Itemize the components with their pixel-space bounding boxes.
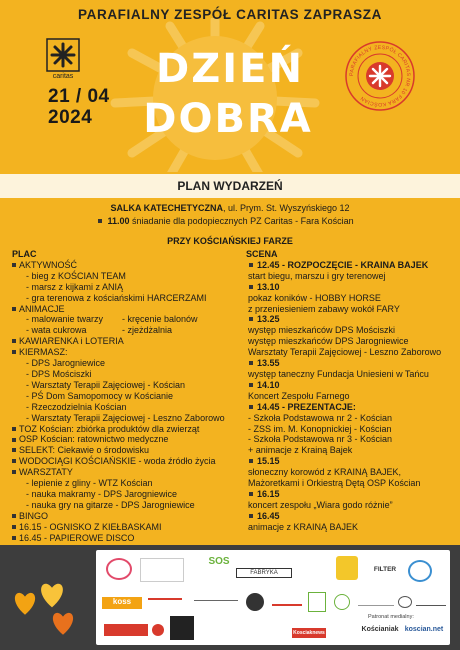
bullet-icon [12,427,16,431]
scena-column [246,249,456,533]
list-item: WODOCIĄGI KOŚCIAŃSKIE - woda źródło życia [12,456,252,467]
plac-column [12,249,252,543]
schedule-desc: z przeniesieniem zabawy wokół FARY [248,303,400,314]
bullet-icon [12,263,16,267]
schedule-time: 12.45 - ROZPOCZĘCIE - KRAINA BAJEK [246,260,456,271]
list-item: ANIMACJE [12,304,252,315]
bullet-icon [12,438,16,442]
list-subitem: - gra terenowa z kościańskimi HARCERZAMI [26,292,207,303]
list-item: WARSZTATY [12,467,252,478]
schedule-desc: Koncert Zespołu Farnego [248,390,350,401]
breakfast-line [98,216,354,226]
list-subitem: - PŚ Dom Samopomocy w Kościanie [26,390,174,401]
scena-heading: SCENA [246,249,278,259]
plan-heading: PLAN WYDARZEŃ [0,174,460,198]
schedule-desc: - Szkoła Podstawowa nr 3 - Kościan [248,434,393,445]
list-item: TOZ Kościan: zbiórka produktów dla zwierząt [12,424,252,435]
bullet-icon [249,383,253,387]
sponsor-logo [170,616,194,640]
sponsor-logo-kosciaknews: Kosciaknews [293,630,325,636]
schedule-desc: występ mieszkańców DPS Jarogniewice [248,336,409,347]
sponsor-logo [398,596,412,608]
bullet-icon [249,514,253,518]
schedule-desc: - ZSS im. M. Konopnickiej - Kościan [248,423,392,434]
schedule-time: 13.55 [246,358,456,369]
schedule-desc: słoneczny korowód z KRAINĄ BAJEK, [248,467,402,478]
schedule-desc: start biegu, marszu i gry terenowej [248,270,386,281]
bullet-icon [249,285,253,289]
list-item: OSP Kościan: ratownictwo medyczne [12,434,252,445]
sponsor-logo [334,594,350,610]
bullet-icon [12,350,16,354]
bullet-icon [12,459,16,463]
schedule-desc: Warsztaty Terapii Zajęciowej - Leszno Zaborowo [248,347,442,358]
caritas-logo-icon [45,37,81,75]
venue-name: SALKA KATECHETYCZNA [110,203,224,213]
bullet-icon [249,361,253,365]
venue-line [0,203,460,213]
caritas-logo-label: caritas [52,73,74,80]
list-subitem: - lepienie z gliny - WTZ Kościan [26,478,153,489]
sponsor-logo [152,624,164,636]
schedule-desc: występ mieszkańców DPS Mościszki [248,325,396,336]
breakfast-time: 11.00 [107,216,130,226]
event-year: 2024 [48,107,93,128]
header [0,0,460,172]
caritas-parish-stamp [344,40,416,112]
sponsor-logo [194,600,238,606]
sponsor-logo [148,598,182,608]
bullet-icon [249,459,253,463]
list-item: BINGO [12,511,252,522]
bullet-icon [249,492,253,496]
list-subitem: - DPS Mościszki [26,368,92,379]
list-subitem: - DPS Jarogniewice [26,358,106,369]
sponsor-logo-fabryka: FABRYKA [236,568,292,578]
schedule-time: 14.10 [246,380,456,391]
bullet-icon [249,263,253,267]
schedule-desc: pokaz koników - HOBBY HORSE [248,292,381,303]
sponsor-logo-koscianiak: Kościaniak [361,626,399,633]
sponsor-logo-koss: koss [102,597,142,609]
bullet-icon [12,470,16,474]
schedule-desc: koncert zespołu „Wiara godo różnie” [248,499,393,510]
bullet-icon [249,405,253,409]
plac-heading: PLAC [12,249,37,259]
bullet-icon [98,219,102,223]
list-item: KAWIARENKA i LOTERIA [12,336,252,347]
sponsor-logo [336,556,358,580]
bullet-icon [249,317,253,321]
sponsor-logos-panel [96,550,450,645]
venue-address: , ul. Prym. St. Wyszyńskiego 12 [223,203,350,213]
list-item: SELEKT: Ciekawie o środowisku [12,445,252,456]
list-item: KIERMASZ: [12,347,252,358]
list-subitem-row: - malowanie twarzy - kręcenie balonów [26,314,198,325]
list-subitem: - nauka gry na gitarze - DPS Jarogniewice [26,499,195,510]
schedule-desc: + animacje z Krainą Bajek [248,445,353,456]
sponsor-logo [246,593,264,611]
bullet-icon [12,448,16,452]
sponsor-logo [272,598,302,606]
title-line-1: DZIEŃ [156,46,304,92]
list-subitem: - Rzeczodzielnia Kościan [26,401,127,412]
sponsor-logo [358,598,394,606]
breakfast-text: śniadanie dla podopiecznych PZ Caritas - Fara Kościan [129,216,354,226]
sponsor-logo [140,558,184,582]
sponsor-logo-koscian-net: koscian.net [404,626,444,633]
hearts-icon [10,571,90,641]
svg-text:PARAFIALNY ZESPÓŁ CARITAS NR 1: PARAFIALNY ZESPÓŁ CARITAS NR 10 FARA KOŚCIAN [348,44,412,108]
sponsor-logo-filter: FILTER [373,566,397,573]
list-subitem: - nauka makramy - DPS Jarogniewice [26,488,178,499]
church-heading: PRZY KOŚCIAŃSKIEJ FARZE [167,236,293,246]
event-date: 21 / 04 [48,86,110,107]
sponsor-logo [416,598,446,606]
sponsor-logo [308,592,326,612]
schedule-time: 15.15 [246,456,456,467]
bullet-icon [12,525,16,529]
media-patrons-label: Patronat medialny: [368,614,414,620]
sun-burst-decoration [110,18,320,172]
sponsor-logo [104,624,148,636]
bullet-icon [12,307,16,311]
schedule-desc: animacje z KRAINĄ BAJEK [248,521,359,532]
organizer-heading: PARAFIALNY ZESPÓŁ CARITAS ZAPRASZA [78,7,382,22]
list-subitem: - Warsztaty Terapii Zajęciowej - Kościan [26,379,186,390]
schedule-desc: Mażoretkami i Orkiestrą Dętą OSP Kościan [248,478,421,489]
sponsor-logo [408,560,432,582]
schedule-time: 13.10 [246,282,456,293]
list-item: 16.45 - PAPIEROWE DISCO [12,533,252,544]
list-item: 16.15 - OGNISKO Z KIEŁBASKAMI [12,522,252,533]
list-subitem: - bieg z KOŚCIAN TEAM [26,270,126,281]
schedule-desc: występ taneczny Fundacja Uniesieni w Tańcu [248,368,429,379]
list-subitem: - Warsztaty Terapii Zajęciowej - Leszno Zaborowo [26,412,225,423]
list-subitem: - marsz z kijkami z ANIĄ [26,281,124,292]
schedule-desc: - Szkoła Podstawowa nr 2 - Kościan [248,412,393,423]
schedule-time: 13.25 [246,314,456,325]
schedule-time: 16.15 [246,489,456,500]
sponsor-logo [106,558,132,580]
title-line-2: DOBRA [143,96,313,142]
sponsor-logo-sos: SOS [208,556,230,567]
bullet-icon [12,514,16,518]
list-subitem-row: - wata cukrowa - zjeżdżalnia [26,325,173,336]
list-item: AKTYWNOŚĆ [12,260,252,271]
bullet-icon [12,339,16,343]
schedule-time: 16.45 [246,511,456,522]
bullet-icon [12,536,16,540]
schedule-time: 14.45 - PREZENTACJE: [246,402,456,413]
sponsors-footer [0,545,460,650]
